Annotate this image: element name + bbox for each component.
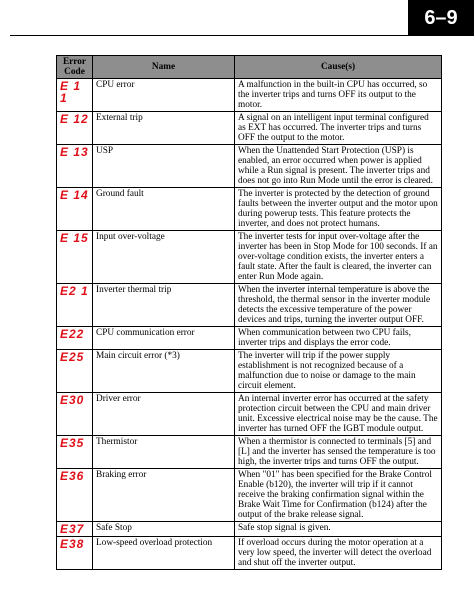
error-name-cell: Safe Stop [93,522,235,537]
error-cause-cell: If overload occurs during the motor operation at a very low speed, the inverter will detect the overload and shut off the inverter output. [235,537,442,570]
error-code-cell: E35 [57,436,93,469]
error-cause-cell: An internal inverter error has occurred at the safety protection circuit between the CPU and main driver unit. Excessive electrical noise may be the cause. The inverter has turned OFF the IGBT module output. [235,393,442,436]
error-code-cell: E2 1 [57,284,93,327]
error-code-cell: E 13 [57,145,93,188]
error-name-cell: Braking error [93,469,235,522]
error-cause-cell: A signal on an intelligent input terminal configured as EXT has occurred. The inverter trips and turns OFF the output to the motor. [235,112,442,145]
error-code-table [56,55,442,570]
table-row [57,469,442,522]
table-row [57,231,442,284]
table-row [57,537,442,570]
error-code-cell: E36 [57,469,93,522]
table-row [57,393,442,436]
table-row [57,522,442,537]
table-row [57,79,442,112]
error-code-cell: E37 [57,522,93,537]
error-cause-cell: The inverter will trip if the power supply establishment is not recognized because of a malfunction due to noise or damage to the main circuit element. [235,350,442,393]
error-name-cell: CPU error [93,79,235,112]
error-cause-cell: The inverter tests for input over-voltage after the inverter has been in Stop Mode for 100 seconds. If an over-voltage condition exists, the inverter enters a fault state. After the fault is cleared, the inverter can enter Run Mode again. [235,231,442,284]
error-cause-cell: When the inverter internal temperature is above the threshold, the thermal sensor in the inverter module detects the excessive temperature of the power devices and trips, turning the inverter output OFF. [235,284,442,327]
error-cause-cell: When communication between two CPU fails, inverter trips and displays the error code. [235,327,442,350]
error-code-cell: E25 [57,350,93,393]
error-name-cell: Thermistor [93,436,235,469]
error-code-cell: E 12 [57,112,93,145]
error-name-cell: Inverter thermal trip [93,284,235,327]
error-cause-cell: When a thermistor is connected to terminals [5] and [L] and the inverter has sensed the temperature is too high, the inverter trips and turns OFF the output. [235,436,442,469]
table-header-row [57,56,442,79]
table-row [57,284,442,327]
header-name: Name [93,56,235,79]
table-row [57,350,442,393]
error-code-cell: E 15 [57,231,93,284]
table-row [57,188,442,231]
table-row [57,112,442,145]
header-causes: Cause(s) [235,56,442,79]
error-name-cell: USP [93,145,235,188]
error-code-cell: E22 [57,327,93,350]
error-cause-cell: When "01" has been specified for the Brake Control Enable (b120), the inverter will trip if it cannot receive the braking confirmation signal within the Brake Wait Time for Confirmation (b124) after the output of the brake release signal. [235,469,442,522]
error-name-cell: Driver error [93,393,235,436]
table-row [57,436,442,469]
error-cause-cell: When the Unattended Start Protection (USP) is enabled, an error occurred when power is applied while a Run signal is present. The inverter trips and does not go into Run Mode until the error is cleared. [235,145,442,188]
header-error-code: Error Code [57,56,93,79]
error-cause-cell: A malfunction in the built-in CPU has occurred, so the inverter trips and turns OFF its output to the motor. [235,79,442,112]
page-number-badge: 6–9 [408,0,474,36]
error-name-cell: Main circuit error (*3) [93,350,235,393]
error-code-cell: E 14 [57,188,93,231]
error-code-cell: E38 [57,537,93,570]
header-rule [10,35,408,36]
error-name-cell: Input over-voltage [93,231,235,284]
error-code-cell: E30 [57,393,93,436]
error-name-cell: Low-speed overload protection [93,537,235,570]
error-name-cell: External trip [93,112,235,145]
error-name-cell: CPU communication error [93,327,235,350]
error-code-cell: E 1 1 [57,79,93,112]
error-cause-cell: Safe stop signal is given. [235,522,442,537]
table-row [57,145,442,188]
table-row [57,327,442,350]
error-cause-cell: The inverter is protected by the detection of ground faults between the inverter output and the motor upon during powerup tests. This feature protects the inverter, and does not protect humans. [235,188,442,231]
error-name-cell: Ground fault [93,188,235,231]
